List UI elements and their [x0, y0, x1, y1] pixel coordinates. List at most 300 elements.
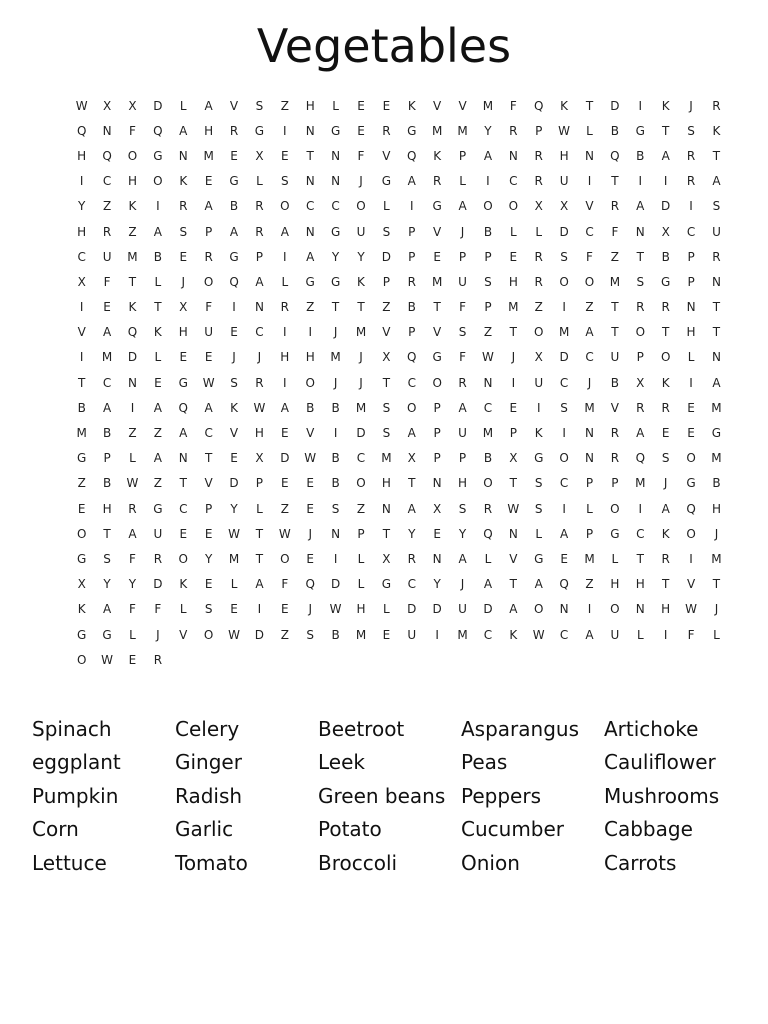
- grid-cell[interactable]: N: [483, 375, 493, 390]
- grid-cell[interactable]: N: [127, 375, 137, 390]
- grid-cell[interactable]: O: [76, 526, 87, 541]
- grid-cell[interactable]: U: [559, 174, 569, 189]
- grid-cell[interactable]: S: [230, 375, 238, 390]
- grid-cell[interactable]: M: [457, 123, 468, 138]
- grid-cell[interactable]: J: [587, 375, 592, 390]
- grid-cell[interactable]: T: [636, 249, 644, 264]
- grid-cell[interactable]: Y: [204, 551, 213, 566]
- grid-cell[interactable]: P: [535, 123, 543, 138]
- letter-grid[interactable]: [69, 93, 729, 672]
- grid-cell[interactable]: T: [78, 375, 86, 390]
- grid-cell[interactable]: N: [585, 426, 594, 441]
- grid-cell[interactable]: O: [280, 551, 290, 566]
- grid-cell[interactable]: T: [712, 577, 721, 592]
- grid-cell[interactable]: Z: [356, 501, 366, 516]
- grid-cell[interactable]: P: [103, 451, 111, 466]
- grid-cell[interactable]: E: [77, 501, 86, 516]
- grid-cell[interactable]: T: [662, 123, 670, 138]
- grid-cell[interactable]: P: [205, 224, 213, 239]
- grid-cell[interactable]: A: [102, 602, 112, 617]
- grid-cell[interactable]: O: [610, 602, 620, 617]
- grid-cell[interactable]: T: [712, 300, 721, 315]
- grid-cell[interactable]: P: [484, 300, 492, 315]
- grid-cell[interactable]: O: [686, 526, 696, 541]
- grid-cell[interactable]: R: [204, 249, 213, 264]
- grid-cell[interactable]: E: [433, 249, 441, 264]
- grid-cell[interactable]: Q: [127, 325, 138, 340]
- grid-cell[interactable]: A: [560, 526, 569, 541]
- grid-cell[interactable]: C: [585, 224, 594, 239]
- grid-cell[interactable]: C: [559, 476, 569, 491]
- grid-cell[interactable]: H: [127, 174, 137, 189]
- grid-cell[interactable]: M: [711, 400, 722, 415]
- grid-cell[interactable]: I: [232, 300, 236, 315]
- grid-cell[interactable]: R: [686, 148, 696, 163]
- grid-cell[interactable]: X: [128, 98, 137, 113]
- grid-cell[interactable]: B: [610, 375, 620, 390]
- grid-cell[interactable]: M: [76, 426, 87, 441]
- grid-cell[interactable]: A: [407, 501, 416, 516]
- grid-cell[interactable]: I: [511, 375, 516, 390]
- grid-cell[interactable]: W: [329, 602, 342, 617]
- grid-cell[interactable]: G: [711, 426, 722, 441]
- grid-cell[interactable]: A: [585, 325, 594, 340]
- grid-cell[interactable]: Z: [382, 300, 391, 315]
- grid-cell[interactable]: G: [102, 627, 112, 642]
- grid-cell[interactable]: V: [382, 325, 391, 340]
- grid-cell[interactable]: S: [382, 400, 391, 415]
- grid-cell[interactable]: F: [586, 249, 593, 264]
- grid-cell[interactable]: G: [330, 123, 341, 138]
- grid-cell[interactable]: P: [433, 426, 441, 441]
- grid-cell[interactable]: E: [128, 652, 137, 667]
- grid-cell[interactable]: S: [687, 123, 695, 138]
- grid-cell[interactable]: H: [254, 426, 264, 441]
- grid-cell[interactable]: M: [482, 98, 494, 113]
- grid-cell[interactable]: R: [661, 400, 670, 415]
- grid-cell[interactable]: K: [128, 300, 137, 315]
- grid-cell[interactable]: X: [636, 375, 645, 390]
- grid-cell[interactable]: G: [686, 476, 696, 491]
- grid-cell[interactable]: A: [102, 400, 112, 415]
- grid-cell[interactable]: X: [433, 501, 442, 516]
- grid-cell[interactable]: N: [305, 174, 315, 189]
- grid-cell[interactable]: N: [381, 501, 391, 516]
- grid-cell[interactable]: G: [254, 123, 265, 138]
- grid-cell[interactable]: J: [714, 526, 719, 541]
- grid-cell[interactable]: R: [128, 501, 137, 516]
- grid-cell[interactable]: G: [432, 350, 442, 365]
- grid-cell[interactable]: D: [381, 249, 391, 264]
- grid-cell[interactable]: T: [611, 174, 619, 189]
- grid-cell[interactable]: K: [153, 325, 162, 340]
- grid-cell[interactable]: L: [281, 274, 289, 289]
- grid-cell[interactable]: C: [306, 199, 315, 214]
- grid-cell[interactable]: V: [433, 325, 442, 340]
- grid-cell[interactable]: G: [153, 148, 163, 163]
- grid-cell[interactable]: O: [203, 627, 214, 642]
- grid-cell[interactable]: Y: [408, 526, 416, 541]
- grid-cell[interactable]: N: [178, 148, 188, 163]
- grid-cell[interactable]: E: [357, 98, 365, 113]
- grid-cell[interactable]: S: [458, 501, 467, 516]
- grid-cell[interactable]: S: [331, 501, 340, 516]
- grid-cell[interactable]: G: [153, 501, 163, 516]
- grid-cell[interactable]: J: [359, 174, 363, 189]
- grid-cell[interactable]: Z: [280, 98, 289, 113]
- grid-cell[interactable]: C: [686, 224, 696, 239]
- grid-cell[interactable]: A: [458, 400, 467, 415]
- grid-cell[interactable]: F: [509, 98, 517, 113]
- grid-cell[interactable]: I: [638, 98, 643, 113]
- grid-cell[interactable]: R: [636, 300, 645, 315]
- grid-cell[interactable]: L: [230, 577, 238, 592]
- grid-cell[interactable]: U: [458, 602, 467, 617]
- grid-cell[interactable]: K: [712, 123, 721, 138]
- grid-cell[interactable]: E: [687, 426, 695, 441]
- grid-cell[interactable]: C: [407, 375, 416, 390]
- grid-cell[interactable]: X: [534, 199, 543, 214]
- grid-cell[interactable]: Y: [458, 526, 467, 541]
- grid-cell[interactable]: E: [560, 551, 568, 566]
- grid-cell[interactable]: Y: [128, 577, 137, 592]
- grid-cell[interactable]: A: [179, 426, 188, 441]
- grid-cell[interactable]: Q: [76, 123, 87, 138]
- grid-cell[interactable]: P: [585, 526, 594, 541]
- grid-cell[interactable]: E: [281, 426, 289, 441]
- grid-cell[interactable]: D: [432, 602, 442, 617]
- grid-cell[interactable]: X: [382, 350, 391, 365]
- grid-cell[interactable]: C: [636, 526, 645, 541]
- grid-cell[interactable]: M: [127, 249, 138, 264]
- grid-cell[interactable]: R: [280, 300, 289, 315]
- grid-cell[interactable]: A: [280, 400, 289, 415]
- grid-cell[interactable]: V: [306, 426, 315, 441]
- grid-cell[interactable]: Z: [306, 300, 315, 315]
- grid-cell[interactable]: T: [611, 325, 619, 340]
- grid-cell[interactable]: Y: [103, 577, 111, 592]
- grid-cell[interactable]: N: [254, 300, 264, 315]
- grid-cell[interactable]: R: [483, 501, 493, 516]
- grid-cell[interactable]: K: [230, 400, 238, 415]
- grid-cell[interactable]: Y: [357, 249, 365, 264]
- grid-cell[interactable]: V: [585, 199, 594, 214]
- grid-cell[interactable]: E: [179, 526, 188, 541]
- grid-cell[interactable]: B: [229, 199, 239, 214]
- grid-cell[interactable]: E: [306, 551, 314, 566]
- grid-cell[interactable]: Z: [128, 426, 137, 441]
- grid-cell[interactable]: Q: [407, 148, 417, 163]
- grid-cell[interactable]: I: [283, 249, 287, 264]
- grid-cell[interactable]: G: [635, 123, 645, 138]
- grid-cell[interactable]: B: [306, 400, 315, 415]
- grid-cell[interactable]: H: [102, 501, 112, 516]
- grid-cell[interactable]: L: [459, 174, 466, 189]
- grid-cell[interactable]: J: [460, 224, 465, 239]
- grid-cell[interactable]: M: [584, 400, 595, 415]
- grid-cell[interactable]: O: [559, 451, 569, 466]
- grid-cell[interactable]: Q: [178, 400, 188, 415]
- grid-cell[interactable]: R: [407, 274, 416, 289]
- grid-cell[interactable]: Z: [534, 300, 543, 315]
- grid-cell[interactable]: I: [283, 123, 287, 138]
- grid-cell[interactable]: S: [534, 501, 543, 516]
- grid-cell[interactable]: A: [128, 526, 137, 541]
- grid-cell[interactable]: E: [179, 249, 188, 264]
- grid-cell[interactable]: J: [689, 98, 693, 113]
- grid-cell[interactable]: E: [204, 174, 213, 189]
- grid-cell[interactable]: Y: [484, 123, 492, 138]
- grid-cell[interactable]: B: [636, 148, 645, 163]
- grid-cell[interactable]: P: [509, 426, 517, 441]
- grid-cell[interactable]: G: [229, 174, 239, 189]
- grid-cell[interactable]: G: [77, 551, 87, 566]
- grid-cell[interactable]: J: [663, 476, 668, 491]
- grid-cell[interactable]: R: [255, 224, 264, 239]
- grid-cell[interactable]: T: [662, 577, 670, 592]
- grid-cell[interactable]: N: [585, 148, 594, 163]
- grid-cell[interactable]: L: [535, 224, 543, 239]
- grid-cell[interactable]: N: [331, 174, 341, 189]
- grid-cell[interactable]: E: [281, 148, 289, 163]
- grid-cell[interactable]: B: [331, 400, 340, 415]
- grid-cell[interactable]: J: [232, 350, 236, 365]
- grid-cell[interactable]: P: [484, 249, 492, 264]
- grid-cell[interactable]: X: [77, 577, 86, 592]
- grid-cell[interactable]: J: [308, 602, 312, 617]
- grid-cell[interactable]: H: [508, 274, 518, 289]
- grid-cell[interactable]: I: [156, 199, 160, 214]
- grid-cell[interactable]: R: [179, 199, 188, 214]
- grid-cell[interactable]: E: [281, 602, 289, 617]
- grid-cell[interactable]: L: [509, 224, 517, 239]
- grid-cell[interactable]: I: [79, 174, 84, 189]
- grid-cell[interactable]: T: [255, 526, 264, 541]
- grid-cell[interactable]: L: [256, 174, 263, 189]
- grid-cell[interactable]: F: [129, 123, 136, 138]
- grid-cell[interactable]: N: [711, 350, 721, 365]
- grid-cell[interactable]: Q: [610, 148, 620, 163]
- grid-cell[interactable]: S: [103, 551, 111, 566]
- grid-cell[interactable]: B: [712, 476, 721, 491]
- grid-cell[interactable]: A: [306, 249, 315, 264]
- grid-cell[interactable]: V: [77, 325, 86, 340]
- grid-cell[interactable]: C: [585, 350, 594, 365]
- grid-cell[interactable]: K: [179, 174, 188, 189]
- grid-cell[interactable]: W: [507, 501, 520, 516]
- grid-cell[interactable]: E: [661, 426, 670, 441]
- grid-cell[interactable]: E: [179, 350, 188, 365]
- grid-cell[interactable]: E: [230, 325, 238, 340]
- grid-cell[interactable]: N: [559, 602, 569, 617]
- grid-cell[interactable]: B: [153, 249, 162, 264]
- grid-cell[interactable]: R: [153, 652, 163, 667]
- grid-cell[interactable]: M: [101, 350, 113, 365]
- grid-cell[interactable]: D: [280, 451, 290, 466]
- grid-cell[interactable]: W: [253, 400, 266, 415]
- grid-cell[interactable]: L: [154, 350, 162, 365]
- grid-cell[interactable]: G: [77, 627, 87, 642]
- grid-cell[interactable]: O: [432, 375, 442, 390]
- grid-cell[interactable]: T: [408, 476, 416, 491]
- grid-cell[interactable]: Q: [305, 577, 315, 592]
- grid-cell[interactable]: L: [611, 551, 619, 566]
- grid-cell[interactable]: R: [407, 551, 416, 566]
- grid-cell[interactable]: C: [204, 426, 213, 441]
- grid-cell[interactable]: X: [407, 451, 416, 466]
- grid-cell[interactable]: N: [686, 300, 696, 315]
- grid-cell[interactable]: T: [662, 325, 670, 340]
- grid-cell[interactable]: T: [382, 526, 391, 541]
- grid-cell[interactable]: D: [356, 426, 366, 441]
- grid-cell[interactable]: E: [230, 602, 238, 617]
- grid-cell[interactable]: L: [357, 577, 365, 592]
- grid-cell[interactable]: P: [255, 476, 264, 491]
- grid-cell[interactable]: P: [408, 224, 416, 239]
- grid-cell[interactable]: S: [204, 602, 213, 617]
- grid-cell[interactable]: Z: [102, 199, 112, 214]
- grid-cell[interactable]: B: [610, 123, 620, 138]
- grid-cell[interactable]: H: [711, 501, 721, 516]
- grid-cell[interactable]: R: [610, 451, 620, 466]
- grid-cell[interactable]: J: [511, 350, 516, 365]
- grid-cell[interactable]: O: [483, 199, 493, 214]
- grid-cell[interactable]: L: [535, 526, 543, 541]
- grid-cell[interactable]: I: [689, 199, 693, 214]
- grid-cell[interactable]: R: [229, 123, 239, 138]
- grid-cell[interactable]: F: [154, 602, 162, 617]
- grid-cell[interactable]: X: [102, 98, 112, 113]
- grid-cell[interactable]: O: [153, 174, 163, 189]
- grid-cell[interactable]: R: [661, 551, 670, 566]
- grid-cell[interactable]: V: [229, 426, 239, 441]
- grid-cell[interactable]: A: [407, 174, 416, 189]
- grid-cell[interactable]: I: [562, 501, 566, 516]
- grid-cell[interactable]: L: [129, 451, 136, 466]
- grid-cell[interactable]: S: [382, 426, 391, 441]
- grid-cell[interactable]: T: [357, 300, 365, 315]
- grid-cell[interactable]: B: [331, 451, 340, 466]
- grid-cell[interactable]: P: [433, 400, 441, 415]
- grid-cell[interactable]: C: [559, 627, 569, 642]
- grid-cell[interactable]: O: [203, 274, 214, 289]
- grid-cell[interactable]: W: [101, 652, 114, 667]
- grid-cell[interactable]: K: [77, 602, 86, 617]
- grid-cell[interactable]: S: [712, 199, 721, 214]
- grid-cell[interactable]: E: [281, 476, 289, 491]
- grid-cell[interactable]: M: [203, 148, 214, 163]
- grid-cell[interactable]: C: [102, 174, 112, 189]
- grid-cell[interactable]: K: [433, 148, 442, 163]
- grid-cell[interactable]: M: [457, 627, 468, 642]
- grid-cell[interactable]: S: [661, 451, 670, 466]
- grid-cell[interactable]: K: [534, 426, 543, 441]
- grid-cell[interactable]: B: [331, 627, 340, 642]
- grid-cell[interactable]: I: [587, 602, 592, 617]
- grid-cell[interactable]: J: [257, 350, 262, 365]
- grid-cell[interactable]: N: [508, 526, 518, 541]
- grid-cell[interactable]: P: [636, 350, 644, 365]
- grid-cell[interactable]: M: [508, 300, 519, 315]
- grid-cell[interactable]: D: [153, 98, 163, 113]
- grid-cell[interactable]: W: [532, 627, 545, 642]
- grid-cell[interactable]: J: [333, 375, 338, 390]
- grid-cell[interactable]: K: [661, 98, 670, 113]
- grid-cell[interactable]: E: [382, 98, 391, 113]
- grid-cell[interactable]: V: [433, 224, 442, 239]
- grid-cell[interactable]: X: [255, 148, 264, 163]
- grid-cell[interactable]: G: [305, 274, 315, 289]
- grid-cell[interactable]: A: [458, 551, 467, 566]
- grid-cell[interactable]: P: [611, 476, 619, 491]
- grid-cell[interactable]: F: [129, 551, 136, 566]
- grid-cell[interactable]: U: [407, 627, 417, 642]
- grid-cell[interactable]: I: [536, 400, 541, 415]
- grid-cell[interactable]: I: [333, 551, 338, 566]
- grid-cell[interactable]: K: [128, 199, 137, 214]
- grid-cell[interactable]: M: [482, 426, 494, 441]
- grid-cell[interactable]: U: [458, 274, 467, 289]
- grid-cell[interactable]: I: [79, 300, 84, 315]
- grid-cell[interactable]: I: [689, 375, 693, 390]
- grid-cell[interactable]: B: [483, 451, 493, 466]
- grid-cell[interactable]: V: [382, 148, 391, 163]
- grid-cell[interactable]: L: [687, 350, 695, 365]
- grid-cell[interactable]: O: [76, 652, 87, 667]
- grid-cell[interactable]: I: [689, 551, 693, 566]
- grid-cell[interactable]: K: [509, 627, 518, 642]
- grid-cell[interactable]: H: [559, 148, 569, 163]
- grid-cell[interactable]: M: [431, 274, 443, 289]
- grid-cell[interactable]: Q: [534, 98, 544, 113]
- grid-cell[interactable]: X: [255, 451, 264, 466]
- grid-cell[interactable]: H: [610, 577, 620, 592]
- grid-cell[interactable]: B: [102, 426, 112, 441]
- grid-cell[interactable]: A: [229, 224, 239, 239]
- grid-cell[interactable]: I: [638, 501, 643, 516]
- grid-cell[interactable]: Q: [635, 451, 646, 466]
- grid-cell[interactable]: P: [458, 451, 467, 466]
- grid-cell[interactable]: F: [205, 300, 213, 315]
- grid-cell[interactable]: Z: [280, 501, 289, 516]
- grid-cell[interactable]: O: [280, 199, 290, 214]
- grid-cell[interactable]: Q: [153, 123, 163, 138]
- grid-cell[interactable]: W: [685, 602, 697, 617]
- grid-cell[interactable]: S: [560, 400, 568, 415]
- grid-cell[interactable]: Q: [407, 350, 417, 365]
- grid-cell[interactable]: T: [509, 325, 517, 340]
- grid-cell[interactable]: L: [179, 602, 187, 617]
- grid-cell[interactable]: W: [202, 375, 215, 390]
- grid-cell[interactable]: X: [179, 300, 188, 315]
- grid-cell[interactable]: T: [255, 551, 264, 566]
- grid-cell[interactable]: X: [661, 224, 670, 239]
- grid-cell[interactable]: O: [508, 199, 519, 214]
- grid-cell[interactable]: H: [381, 476, 391, 491]
- grid-cell[interactable]: I: [79, 350, 84, 365]
- grid-cell[interactable]: Y: [331, 249, 340, 264]
- grid-cell[interactable]: X: [77, 274, 86, 289]
- grid-cell[interactable]: R: [458, 375, 467, 390]
- grid-cell[interactable]: T: [509, 476, 517, 491]
- grid-cell[interactable]: G: [381, 577, 392, 592]
- grid-cell[interactable]: U: [458, 426, 467, 441]
- grid-cell[interactable]: C: [77, 249, 86, 264]
- grid-cell[interactable]: T: [204, 451, 213, 466]
- grid-cell[interactable]: P: [382, 274, 390, 289]
- grid-cell[interactable]: Q: [559, 577, 569, 592]
- grid-cell[interactable]: H: [77, 224, 87, 239]
